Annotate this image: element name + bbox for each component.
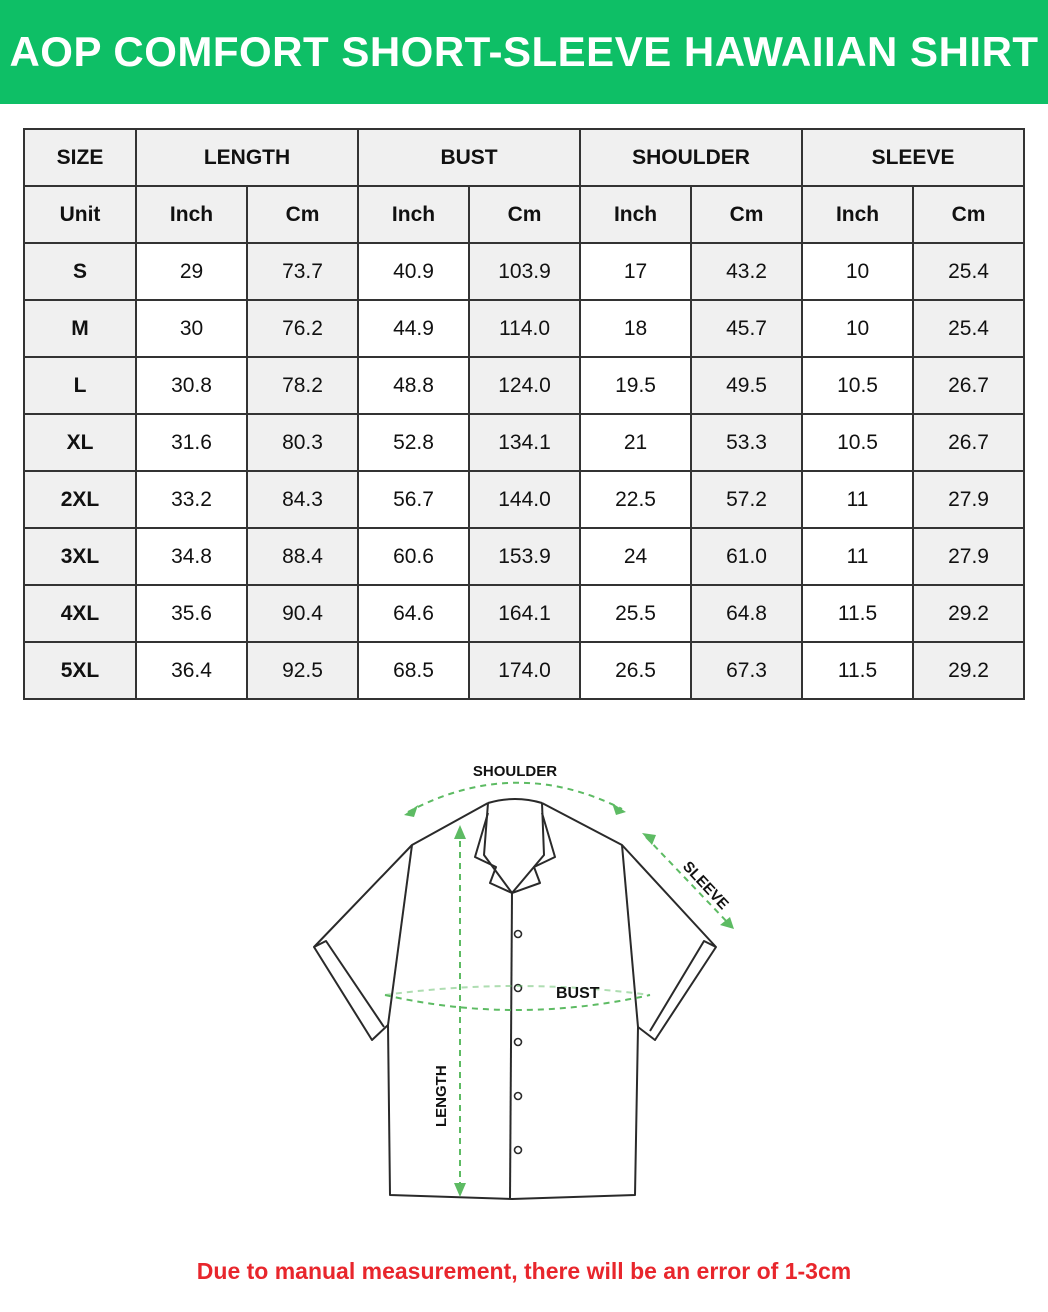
cm-value-cell: 88.4 [247,528,358,585]
size-cell: 5XL [24,642,136,699]
cm-value-cell: 73.7 [247,243,358,300]
inch-value-cell: 17 [580,243,691,300]
size-cell: S [24,243,136,300]
cm-value-cell: 153.9 [469,528,580,585]
cm-value-cell: 27.9 [913,471,1024,528]
page-title: AOP COMFORT SHORT-SLEEVE HAWAIIAN SHIRT [9,28,1039,75]
inch-value-cell: 25.5 [580,585,691,642]
inch-value-cell: 10.5 [802,414,913,471]
inch-value-cell: 11 [802,528,913,585]
cm-value-cell: 29.2 [913,642,1024,699]
unit-sleeve-cm: Cm [913,186,1024,243]
inch-value-cell: 10 [802,300,913,357]
cm-value-cell: 78.2 [247,357,358,414]
unit-bust-cm: Cm [469,186,580,243]
inch-value-cell: 36.4 [136,642,247,699]
inch-value-cell: 10.5 [802,357,913,414]
inch-value-cell: 68.5 [358,642,469,699]
header-size: SIZE [24,129,136,186]
cm-value-cell: 26.7 [913,357,1024,414]
header-length: LENGTH [136,129,358,186]
header-shoulder: SHOULDER [580,129,802,186]
header-bust: BUST [358,129,580,186]
title-banner [0,0,1048,104]
size-cell: 4XL [24,585,136,642]
inch-value-cell: 40.9 [358,243,469,300]
inch-value-cell: 56.7 [358,471,469,528]
inch-value-cell: 10 [802,243,913,300]
inch-value-cell: 30 [136,300,247,357]
cm-value-cell: 64.8 [691,585,802,642]
inch-value-cell: 48.8 [358,357,469,414]
unit-row [24,186,1024,243]
inch-value-cell: 60.6 [358,528,469,585]
unit-bust-inch: Inch [358,186,469,243]
cm-value-cell: 80.3 [247,414,358,471]
unit-length-inch: Inch [136,186,247,243]
cm-value-cell: 76.2 [247,300,358,357]
unit-shoulder-cm: Cm [691,186,802,243]
cm-value-cell: 27.9 [913,528,1024,585]
inch-value-cell: 44.9 [358,300,469,357]
size-cell: 2XL [24,471,136,528]
table-row [24,414,1024,471]
table-row [24,243,1024,300]
unit-shoulder-inch: Inch [580,186,691,243]
cm-value-cell: 134.1 [469,414,580,471]
sleeve-label: SLEEVE [679,858,732,914]
inch-value-cell: 21 [580,414,691,471]
cm-value-cell: 92.5 [247,642,358,699]
cm-value-cell: 45.7 [691,300,802,357]
inch-value-cell: 33.2 [136,471,247,528]
inch-value-cell: 18 [580,300,691,357]
cm-value-cell: 124.0 [469,357,580,414]
unit-length-cm: Cm [247,186,358,243]
cm-value-cell: 67.3 [691,642,802,699]
size-chart-table [23,128,1025,700]
bust-label: BUST [556,985,600,1002]
measurement-diagram [300,755,750,1215]
cm-value-cell: 43.2 [691,243,802,300]
cm-value-cell: 144.0 [469,471,580,528]
cm-value-cell: 49.5 [691,357,802,414]
shirt-icon [300,755,750,1215]
size-cell: L [24,357,136,414]
cm-value-cell: 103.9 [469,243,580,300]
cm-value-cell: 25.4 [913,300,1024,357]
inch-value-cell: 34.8 [136,528,247,585]
size-cell: 3XL [24,528,136,585]
inch-value-cell: 30.8 [136,357,247,414]
cm-value-cell: 61.0 [691,528,802,585]
cm-value-cell: 53.3 [691,414,802,471]
header-row [24,129,1024,186]
inch-value-cell: 22.5 [580,471,691,528]
table-row [24,528,1024,585]
cm-value-cell: 84.3 [247,471,358,528]
table-row [24,585,1024,642]
inch-value-cell: 31.6 [136,414,247,471]
shoulder-label: SHOULDER [472,763,558,780]
table-row [24,300,1024,357]
unit-sleeve-inch: Inch [802,186,913,243]
inch-value-cell: 11 [802,471,913,528]
cm-value-cell: 90.4 [247,585,358,642]
table-row [24,642,1024,699]
cm-value-cell: 57.2 [691,471,802,528]
table-row [24,357,1024,414]
size-cell: XL [24,414,136,471]
table-row [24,471,1024,528]
cm-value-cell: 25.4 [913,243,1024,300]
header-sleeve: SLEEVE [802,129,1024,186]
inch-value-cell: 11.5 [802,642,913,699]
unit-label: Unit [24,186,136,243]
cm-value-cell: 114.0 [469,300,580,357]
inch-value-cell: 35.6 [136,585,247,642]
inch-value-cell: 11.5 [802,585,913,642]
cm-value-cell: 29.2 [913,585,1024,642]
cm-value-cell: 174.0 [469,642,580,699]
length-label: LENGTH [433,1065,450,1127]
size-cell: M [24,300,136,357]
measurement-disclaimer: Due to manual measurement, there will be an error of 1-3cm [196,1258,852,1284]
cm-value-cell: 26.7 [913,414,1024,471]
inch-value-cell: 24 [580,528,691,585]
inch-value-cell: 64.6 [358,585,469,642]
cm-value-cell: 164.1 [469,585,580,642]
inch-value-cell: 52.8 [358,414,469,471]
inch-value-cell: 29 [136,243,247,300]
inch-value-cell: 26.5 [580,642,691,699]
inch-value-cell: 19.5 [580,357,691,414]
